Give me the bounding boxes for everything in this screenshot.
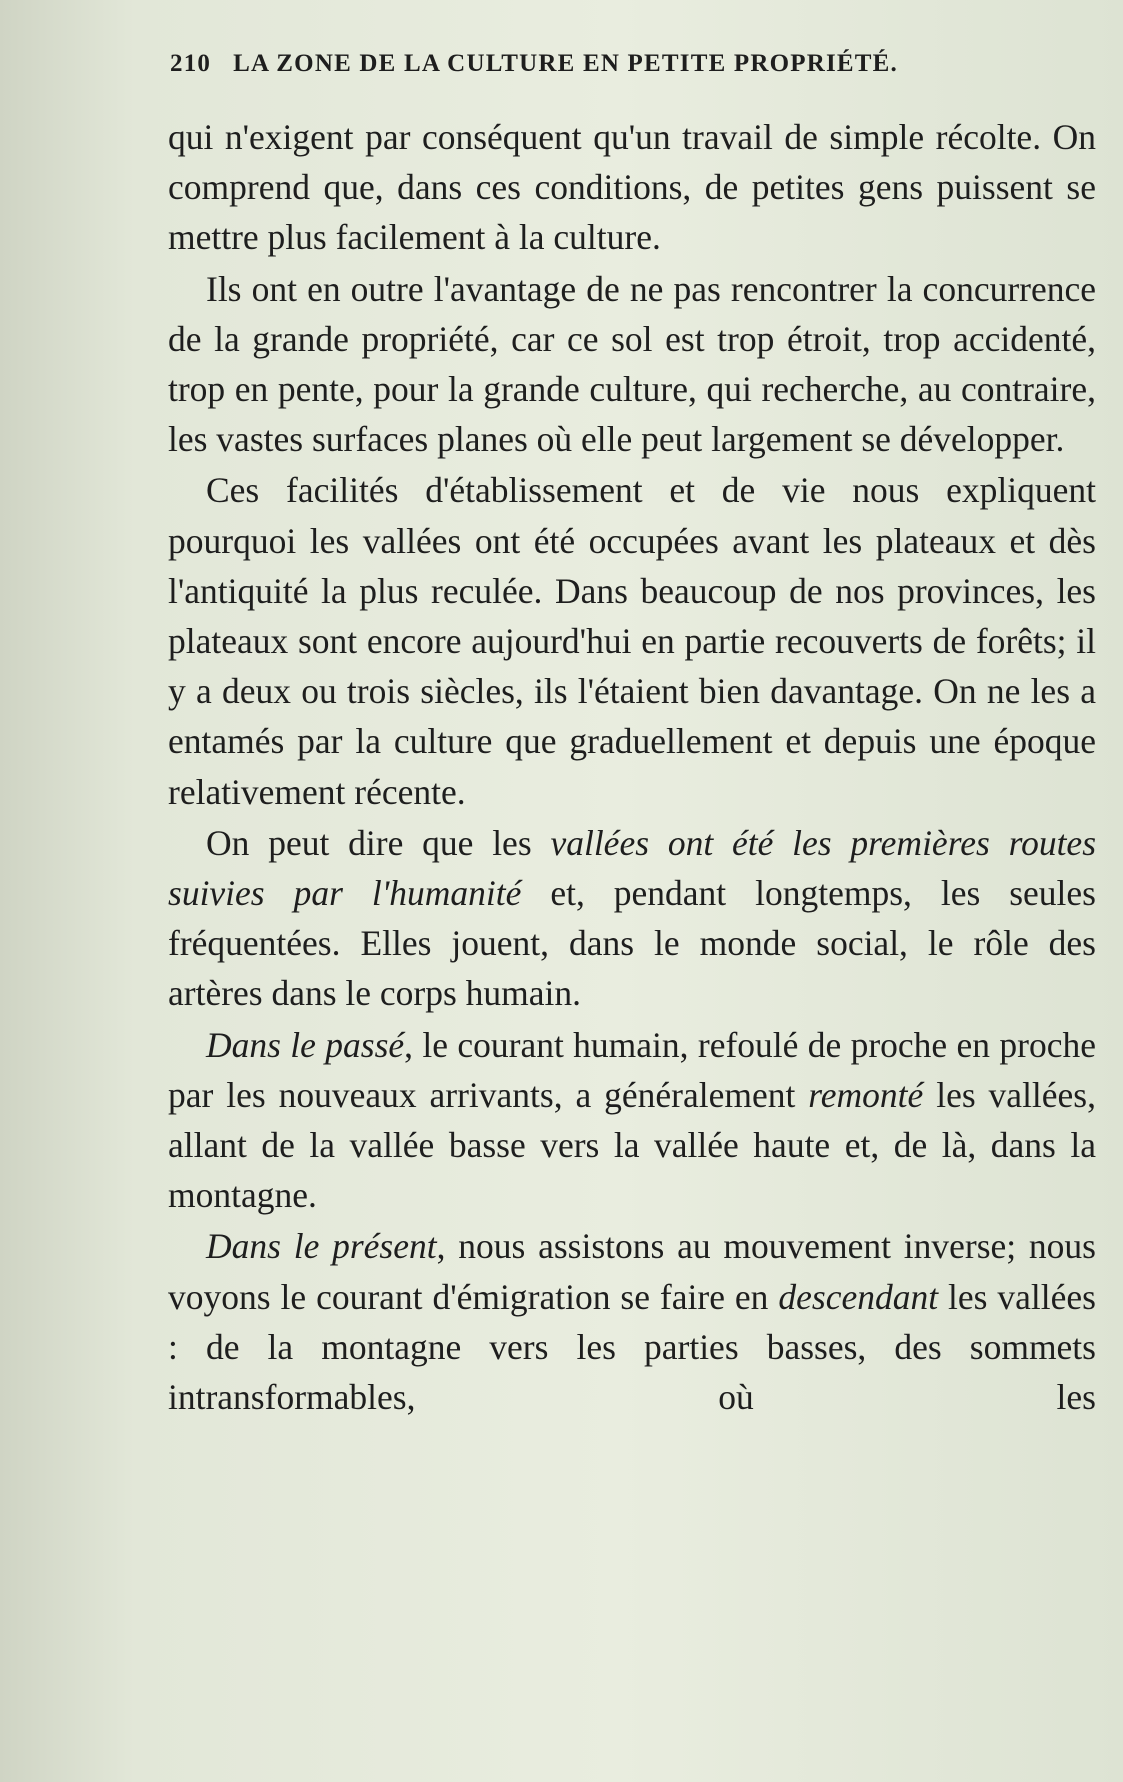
page-number: 210 [170, 50, 212, 77]
running-title: LA ZONE DE LA CULTURE EN PETITE PROPRIÉTÉ. [233, 50, 899, 77]
paragraph-6 [168, 1221, 1096, 1422]
body-text [168, 112, 1096, 1423]
paragraph-1: qui n'exigent par conséquent qu'un travail de simple récolte. On comprend que, dans ces conditions, de petites gens puissent se mettre plus facilement à la culture. [168, 117, 1096, 258]
paragraph-6-rest: les vallées : de la montagne vers les parties basses, des sommets intransformables, où les [168, 1276, 1096, 1418]
paragraph-5-italic-lead: Dans le passé [206, 1024, 405, 1065]
paragraph-5-italic-mid: remonté [808, 1074, 924, 1115]
paragraph-5-mid: , le courant humain, refoulé de proche en proche par les nouveaux arrivants, a généralement [168, 1024, 1096, 1115]
running-head [170, 50, 1070, 90]
paragraph-5-rest: les vallées, allant de la vallée basse vers la vallée haute et, de là, dans la montagne. [168, 1074, 1096, 1216]
paragraph-4-lead: On peut dire que les [206, 822, 551, 863]
paragraph-6-mid: , nous assistons au mouvement inverse; nous voyons le courant d'émigration se faire en [168, 1226, 1096, 1317]
paragraph-4-rest: et, pendant longtemps, les seules fréquentées. Elles jouent, dans le monde social, le rôle des artères dans le corps humain. [168, 873, 1096, 1014]
paragraph-2: Ils ont en outre l'avantage de ne pas rencontrer la concurrence de la grande propriété, car ce sol est trop étroit, trop accidenté, trop en pente, pour la grande culture, qui recherche, au contraire, les vastes surfaces planes où elle peut largement se développer. [168, 268, 1096, 460]
paragraph-5 [168, 1020, 1096, 1221]
paragraph-4-italic: vallées ont été les premières routes suivies par l'humanité [168, 822, 1097, 914]
paragraph-6-italic-lead: Dans le présent [206, 1226, 437, 1267]
paragraph-3: Ces facilités d'établissement et de vie nous expliquent pourquoi les vallées ont été occupées avant les plateaux et dès l'antiquité la plus reculée. Dans beaucoup de nos provinces, les plateaux sont encore aujourd'hui en partie recouverts de forêts; il y a deux ou trois siècles, ils l'étaient bien davantage. On ne les a entamés par la culture que graduellement et depuis une époque relativement récente. [168, 470, 1096, 812]
paragraph-4 [168, 818, 1096, 1019]
paragraph-6-italic-mid: descendant [778, 1276, 939, 1317]
